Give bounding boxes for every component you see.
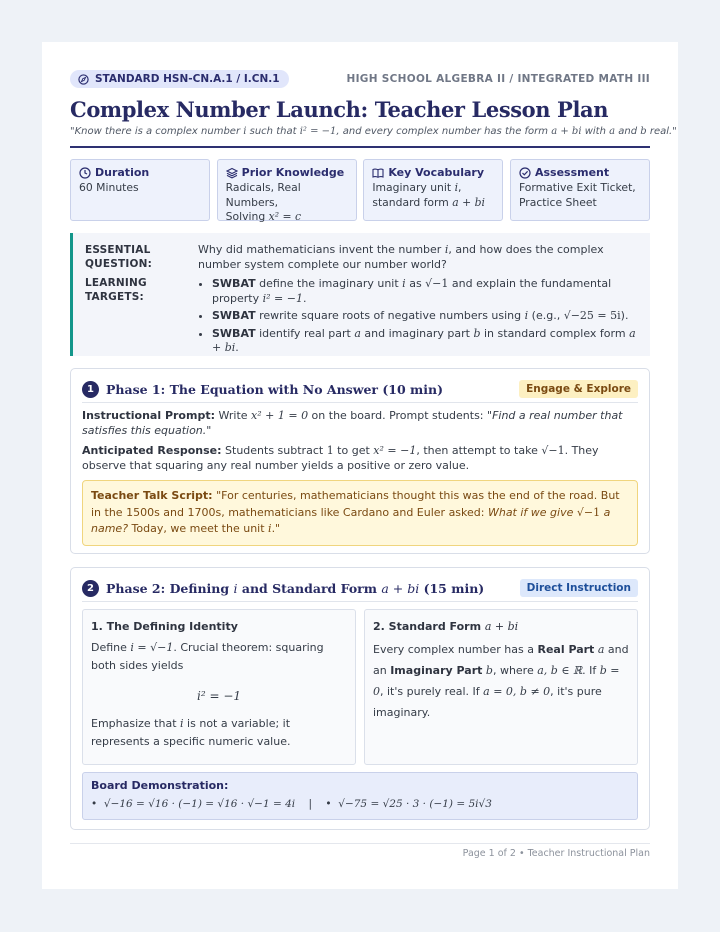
teacher-talk-script: Teacher Talk Script: "For centuries, mathematicians thought this was the end of the road. But in the 1500s and 1700s, mathematicians like Cardano and Euler asked: What if we give √−1 a name? Today, we meet the unit i."	[82, 480, 638, 546]
check-circle-icon	[519, 167, 531, 179]
board-demonstration: Board Demonstration: • √−16 = √16 · (−1) = √16 · √−1 = 4i | • √−75 = √25 · 3 · (−1) = 5i√3	[82, 772, 638, 820]
lesson-page	[42, 42, 678, 889]
card-assessment: Assessment Formative Exit Ticket, Practice Sheet	[510, 159, 650, 221]
essential-question-label: ESSENTIAL QUESTION:	[85, 244, 152, 270]
learning-target: • SWBAT rewrite square roots of negative numbers using i (e.g., √−25 = 5i).	[212, 309, 644, 324]
card-prior-knowledge: Prior Knowledge Radicals, Real Numbers, Solving x² = c	[217, 159, 357, 221]
standard-code: STANDARD HSN-CN.A.1 / I.CN.1	[95, 73, 280, 85]
phase-number-badge: 2	[82, 580, 99, 597]
learning-target: • SWBAT identify real part a and imaginary part b in standard complex form a + bi.	[212, 327, 644, 356]
compass-icon	[78, 74, 89, 85]
standard-badge	[70, 70, 289, 88]
learning-targets-label: LEARNING TARGETS:	[85, 277, 147, 303]
learning-targets-list	[198, 277, 644, 356]
page-footer: Page 1 of 2 • Teacher Instructional Plan	[462, 848, 650, 859]
defining-identity-box: 1. The Defining Identity Define i = √−1. Crucial theorem: squaring both sides yields i² = −1 Emphasize that i is not a variable; it represents a specific numeric value.	[82, 609, 356, 765]
card-key-vocabulary: Key Vocabulary Imaginary unit i, standard form a + bi	[363, 159, 503, 221]
anticipated-response: Anticipated Response: Students subtract 1 to get x² = −1, then attempt to take √−1. They observe that squaring any real number yields a positive or zero value.	[82, 444, 599, 472]
standard-form-box: 2. Standard Form a + bi Every complex number has a Real Part a and an Imaginary Part b, where a, b ∈ ℝ. If b = 0, it's purely real. If a = 0, b ≠ 0, it's pure imaginary.	[364, 609, 638, 765]
overview-cards	[70, 159, 650, 221]
clock-icon	[79, 167, 91, 179]
phase-tag: Engage & Explore	[519, 380, 638, 398]
phase-title: Phase 1: The Equation with No Answer (10 min)	[106, 381, 443, 397]
title-divider	[70, 146, 650, 148]
board-example-1: √−16 = √16 · (−1) = √16 · √−1 = 4i	[103, 798, 296, 810]
layers-icon	[226, 167, 238, 179]
phase-number-badge: 1	[82, 381, 99, 398]
instructional-prompt: Instructional Prompt: Write x² + 1 = 0 on the board. Prompt students: "Find a real number that satisfies this equation."	[82, 409, 623, 437]
page-title: Complex Number Launch: Teacher Lesson Plan	[70, 97, 609, 122]
board-example-2: √−75 = √25 · 3 · (−1) = 5i√3	[338, 798, 492, 810]
course-name: HIGH SCHOOL ALGEBRA II / INTEGRATED MATH III	[346, 73, 650, 85]
essential-question-panel	[70, 233, 650, 356]
phase-2-section	[70, 567, 650, 830]
card-duration: Duration 60 Minutes	[70, 159, 210, 221]
book-icon	[372, 167, 384, 179]
standard-quote: "Know there is a complex number i such that i² = −1, and every complex number has the form a + bi with a and b real."	[70, 126, 677, 137]
phase-title: Phase 2: Defining i and Standard Form a + bi (15 min)	[106, 580, 485, 596]
phase-tag: Direct Instruction	[520, 579, 638, 597]
essential-question-text: Why did mathematicians invent the number i, and how does the complex number system complete our number world?	[198, 243, 604, 271]
learning-target: • SWBAT define the imaginary unit i as √−1 and explain the fundamental property i² = −1.	[212, 277, 644, 306]
phase-1-section	[70, 368, 650, 554]
identity-equation: i² = −1	[196, 689, 242, 703]
